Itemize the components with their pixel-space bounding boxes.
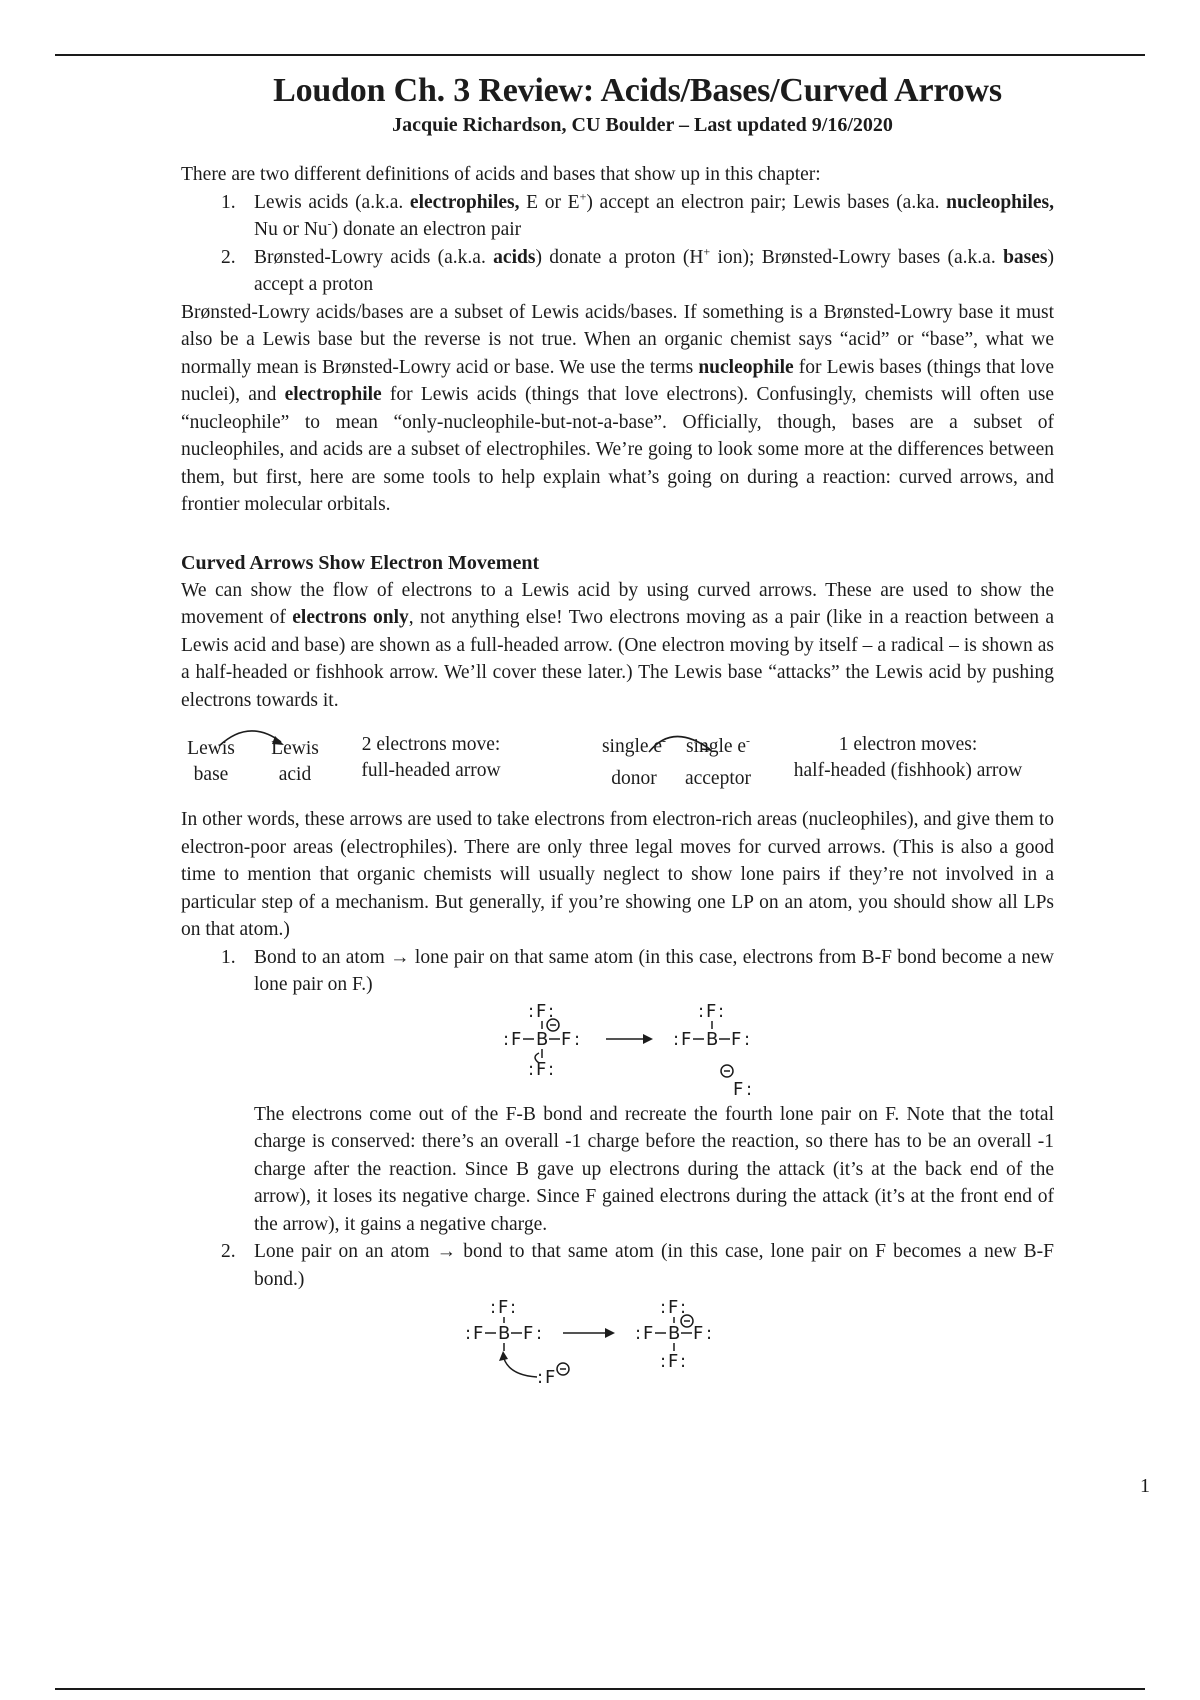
svg-text::: : [698, 1000, 705, 1022]
svg-text:F: F [473, 1323, 484, 1344]
move1-explanation: The electrons come out of the F-B bond and recreate the fourth lone pair on F. Note that the total charge is conserved: there’s an overall -1 charge before the reaction, so there has to be an overall -1 charge after the reaction. Since B gave up electrons during the attack (it’s at the back end of the arrow), it loses its negative charge. Since F gained electrons during the attack (it’s at the front end of the arrow), it gains a negative charge. [254, 1103, 1054, 1235]
legal-moves-list-2 [181, 1238, 1054, 1293]
definition-bronsted: 2. Brønsted-Lowry acids (a.k.a. acids) donate a proton (H+ ion); Brønsted-Lowry bases (a.k.a. bases) accept a proton [221, 244, 1054, 295]
svg-text:F: F [668, 1351, 679, 1372]
move-bond-to-lone-pair: 1. Bond to an atom → lone pair on that same atom (in this case, electrons from B-F bond become a new lone pair on F.) [221, 946, 1054, 995]
svg-text::: : [706, 1323, 713, 1344]
svg-text::: : [718, 1000, 725, 1022]
attacking-fluoride: F [545, 1367, 556, 1388]
atom-f-left: F [511, 1028, 522, 1050]
bottom-rule [55, 1688, 1145, 1690]
svg-text::: : [635, 1323, 642, 1344]
full-headed-caption: 2 electrons move: full-headed arrow [361, 734, 501, 781]
atom-f-bottom: F [536, 1058, 547, 1080]
svg-text::: : [503, 1028, 510, 1050]
legal-moves-list [181, 944, 1054, 999]
atom-f-top: F [536, 1000, 547, 1022]
svg-text::: : [746, 1078, 753, 1100]
svg-text::: : [528, 1000, 535, 1022]
intro-paragraph: Brønsted-Lowry acids/bases are a subset of Lewis acids/bases. If something is a Brønsted-Lowry base it must also be a Lewis base but the reverse is not true. When an organic chemist says “acid” or “base”, what we normally mean is Brønsted-Lowry acid or base. We use the terms nucleophile for Lewis bases (things that love nuclei), and electrophile for Lewis acids (things that love electrons). Confusingly, chemists will often use “nucleophile” to mean “only-nucleophile-but-not-a-base”. Officially, though, bases are a subset of nucleophiles, and acids are a subset of electrophiles. We’re going to look some more at the differences between them, but first, here are some tools to help explain what’s going on during a reaction: curved arrows, and frontier molecular orbitals. [181, 301, 1054, 515]
svg-text::: : [673, 1028, 680, 1050]
atom-f-right-product: F [731, 1028, 742, 1050]
svg-text::: : [744, 1028, 751, 1050]
lewis-acid-label: Lewis acid [271, 738, 319, 785]
atom-f-right: F [561, 1028, 572, 1050]
section-heading-curved-arrows: Curved Arrows Show Electron Movement [181, 551, 540, 574]
svg-text::: : [548, 1000, 555, 1022]
definition-lewis: 1. Lewis acids (a.k.a. electrophiles, E or E+) accept an electron pair; Lewis bases (a.ka. nucleophiles, Nu or Nu-) donate an electron pair [221, 189, 1054, 240]
svg-text::: : [680, 1351, 687, 1372]
reaction-2-diagram [463, 1293, 743, 1397]
document-page [181, 72, 1054, 1397]
atom-f-released: F [733, 1078, 744, 1100]
svg-text:F: F [498, 1297, 509, 1318]
svg-text:B: B [498, 1323, 511, 1344]
svg-text:F: F [668, 1297, 679, 1318]
single-acceptor-label: single e- acceptor [684, 733, 752, 789]
svg-text::: : [660, 1351, 667, 1372]
page-subtitle: Jacquie Richardson, CU Boulder – Last updated 9/16/2020 [392, 114, 893, 136]
reaction-1-diagram [501, 999, 781, 1101]
svg-text::: : [528, 1058, 535, 1080]
top-rule [55, 54, 1145, 56]
definitions-list [181, 189, 1054, 299]
atom-f-top-product: F [706, 1000, 717, 1022]
svg-text::: : [548, 1058, 555, 1080]
atom-b-center: B [536, 1028, 549, 1050]
atom-b-product: B [706, 1028, 719, 1050]
page-title: Loudon Ch. 3 Review: Acids/Bases/Curved Arrows [273, 72, 1002, 109]
svg-text:B: B [668, 1323, 681, 1344]
move-lone-pair-to-bond: 2. Lone pair on an atom → bond to that same atom (in this case, lone pair on F becomes a new B-F bond.) [221, 1241, 1054, 1290]
half-headed-caption: 1 electron moves: half-headed (fishhook) arrow [793, 734, 1023, 781]
svg-text::: : [680, 1297, 687, 1318]
svg-text:F: F [643, 1323, 654, 1344]
svg-text::: : [574, 1028, 581, 1050]
arrow-types-diagram [181, 714, 1054, 806]
svg-text::: : [465, 1323, 472, 1344]
intro-lead: There are two different definitions of acids and bases that show up in this chapter: [181, 164, 821, 185]
curved-paragraph: We can show the flow of electrons to a Lewis acid by using curved arrows. These are used to show the movement of electrons only, not anything else! Two electrons moving as a pair (like in a reaction between a Lewis acid and base) are shown as a full-headed arrow. (One electron moving by itself – a radical – is shown as a half-headed or fishhook arrow. We’ll cover these later.) The Lewis base “attacks” the Lewis acid by pushing electrons towards it. [181, 579, 1054, 711]
svg-text::: : [510, 1297, 517, 1318]
curved-paragraph-2: In other words, these arrows are used to take electrons from electron-rich areas (nucleophiles), and give them to electron-poor areas (electrophiles). There are only three legal moves for curved arrows. (This is also a good time to mention that organic chemists will usually neglect to show lone pairs if they’re not involved in a particular step of a mechanism. But generally, if you’re showing one LP on an atom, you should show all LPs on that atom.) [181, 809, 1054, 940]
lewis-base-label: Lewis base [187, 738, 235, 785]
single-donor-label: single e- donor [601, 733, 667, 789]
svg-text::: : [660, 1297, 667, 1318]
svg-text::: : [537, 1367, 544, 1388]
svg-text:F: F [523, 1323, 534, 1344]
atom-f-left-product: F [681, 1028, 692, 1050]
page-number: 1 [1140, 1475, 1150, 1497]
svg-text:F: F [693, 1323, 704, 1344]
svg-text::: : [536, 1323, 543, 1344]
svg-text::: : [490, 1297, 497, 1318]
